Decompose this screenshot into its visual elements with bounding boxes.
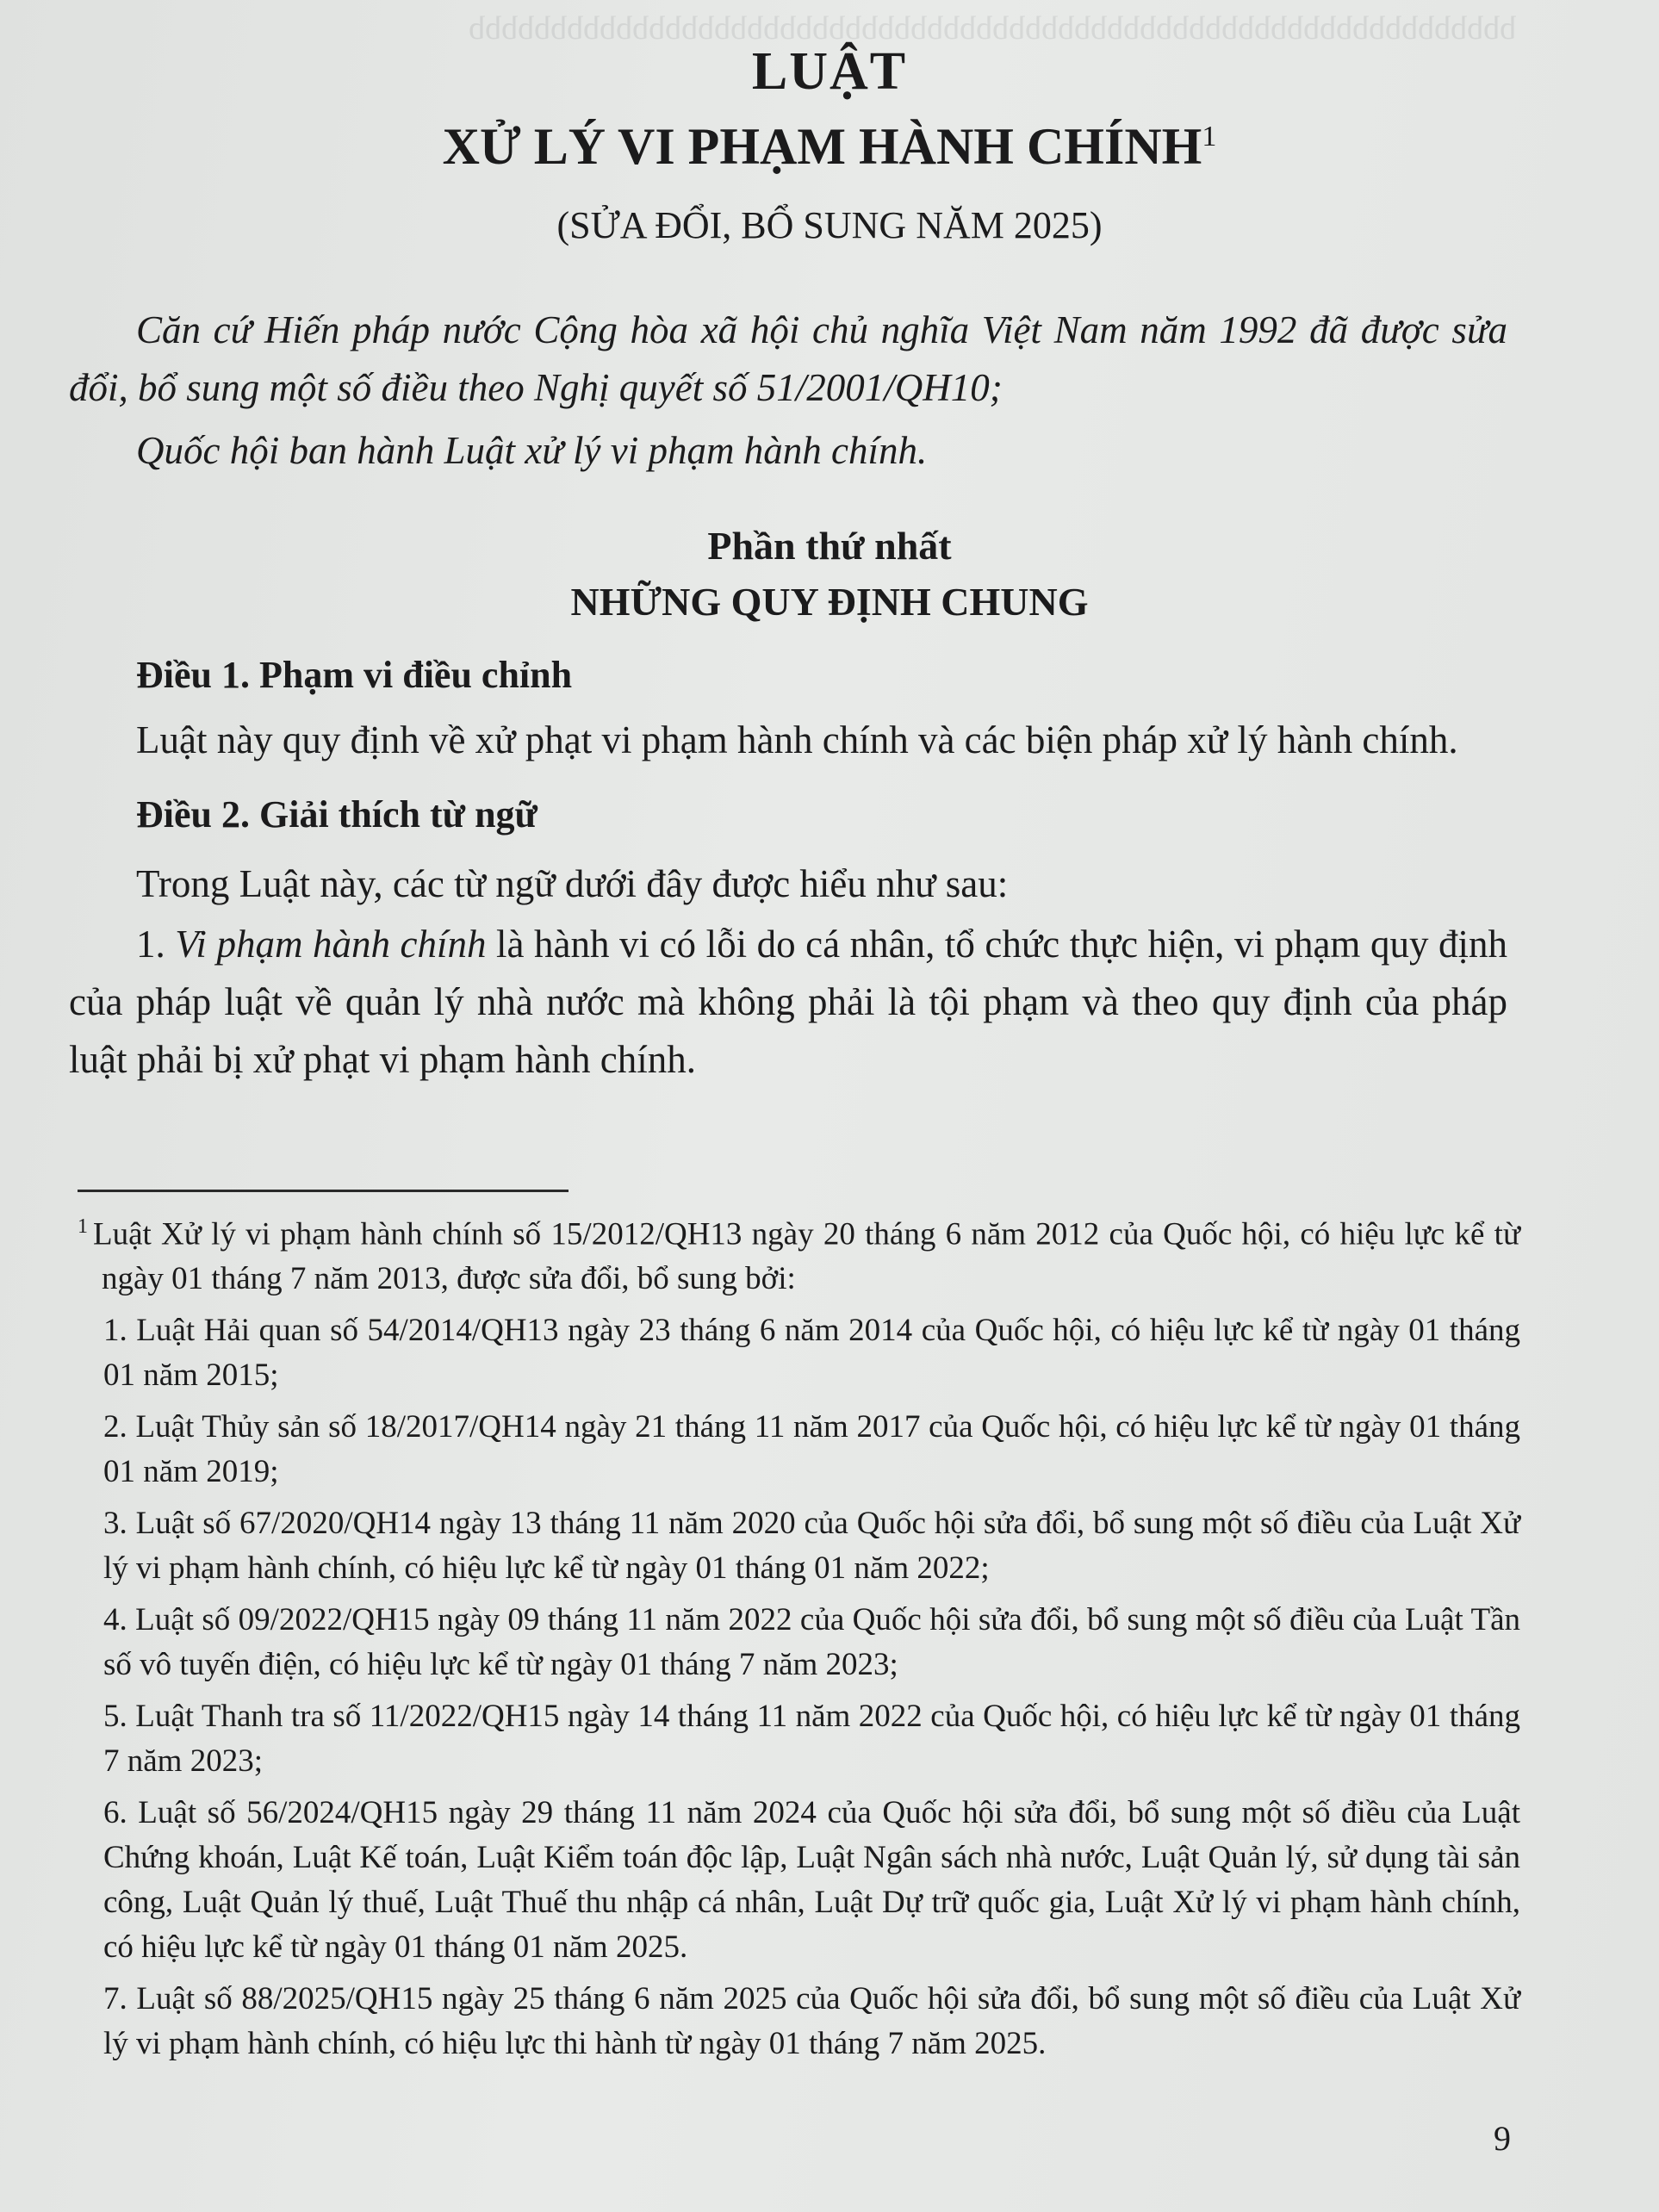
footnote-intro (78, 1204, 1520, 1302)
footnote-item: 4. Luật số 09/2022/QH15 ngày 09 tháng 11 năm 2022 của Quốc hội sửa đổi, bổ sung một số điều của Luật Tần số vô tuyến điện, có hiệu lực kể từ ngày 01 tháng 7 năm 2023; (103, 1602, 1520, 1683)
document-title-name (0, 117, 1659, 177)
footnote-item: 6. Luật số 56/2024/QH15 ngày 29 tháng 11 năm 2024 của Quốc hội sửa đổi, bổ sung một số điều của Luật Chứng khoán, Luật Kế toán, Luật Kiểm toán độc lập, Luật Ngân sách nhà nước, Luật Quản lý, sử dụng tài sản công, Luật Quản lý thuế, Luật Thuế thu nhập cá nhân, Luật Dự trữ quốc gia, Luật Xử lý vi phạm hành chính, có hiệu lực kể từ ngày 01 tháng 01 năm 2025. (103, 1795, 1520, 1966)
footnote-item: 3. Luật số 67/2020/QH14 ngày 13 tháng 11 năm 2020 của Quốc hội sửa đổi, bổ sung một số điều của Luật Xử lý vi phạm hành chính, có hiệu lực kể từ ngày 01 tháng 01 năm 2022; (103, 1506, 1520, 1587)
article-1-body: Luật này quy định về xử phạt vi phạm hành chính và các biện pháp xử lý hành chính. (136, 718, 1458, 761)
footnote-reference: 1 (1202, 121, 1217, 152)
preamble-enactment: Quốc hội ban hành Luật xử lý vi phạm hành chính. (136, 429, 928, 472)
footnote-item: 5. Luật Thanh tra số 11/2022/QH15 ngày 14 tháng 11 năm 2022 của Quốc hội, có hiệu lực kể từ ngày 01 tháng 7 năm 2023; (103, 1699, 1520, 1780)
document-title-name-text: XỬ LÝ VI PHẠM HÀNH CHÍNH (442, 118, 1202, 175)
footnote-item: 1. Luật Hải quan số 54/2014/QH13 ngày 23 tháng 6 năm 2014 của Quốc hội, có hiệu lực kể từ ngày 01 tháng 01 năm 2015; (103, 1313, 1520, 1394)
footnotes (78, 1204, 1520, 2073)
document-subtitle: (SỬA ĐỔI, BỔ SUNG NĂM 2025) (556, 204, 1103, 246)
footnote-marker: 1 (78, 1215, 88, 1238)
footnote-item: 7. Luật số 88/2025/QH15 ngày 25 tháng 6 năm 2025 của Quốc hội sửa đổi, bổ sung một số điều của Luật Xử lý vi phạm hành chính, có hiệu lực thi hành từ ngày 01 tháng 7 năm 2025. (103, 1981, 1520, 2062)
footnote-intro-text: Luật Xử lý vi phạm hành chính số 15/2012/QH13 ngày 20 tháng 6 năm 2012 của Quốc hội, có hiệu lực kể từ ngày 01 tháng 7 năm 2013, được sửa đổi, bổ sung bởi: (93, 1216, 1520, 1297)
article-2-item-1-definition: là hành vi có lỗi do cá nhân, tổ chức thực hiện, vi phạm quy định của pháp luật về quản lý nhà nước mà không phải là tội phạm và theo quy định của pháp luật phải bị xử phạt vi phạm hành chính. (69, 923, 1507, 1081)
article-2-item-1-term: Vi phạm hành chính (175, 923, 487, 966)
part-title: NHỮNG QUY ĐỊNH CHUNG (570, 580, 1089, 624)
article-2-intro: Trong Luật này, các từ ngữ dưới đây được hiểu như sau: (136, 862, 1009, 905)
preamble-basis: Căn cứ Hiến pháp nước Cộng hòa xã hội chủ nghĩa Việt Nam năm 1992 đã được sửa đổi, bổ sung một số điều theo Nghị quyết số 51/2001/QH10; (69, 308, 1507, 409)
footnote-item: 2. Luật Thủy sản số 18/2017/QH14 ngày 21 tháng 11 năm 2017 của Quốc hội, có hiệu lực kể từ ngày 01 tháng 01 năm 2019; (103, 1409, 1520, 1490)
article-2-item-1-number: 1. (136, 923, 165, 966)
document-title-law: LUẬT (751, 42, 908, 101)
show-through-texture: bbbbbbbbbbbbbbbbbbbbbbbbbbbbbbbbbbbbbbbbbbbbbbbbbbbbbbbbbbbbbbbb (469, 10, 1516, 47)
article-2-heading: Điều 2. Giải thích từ ngữ (136, 793, 537, 836)
page-number: 9 (1494, 2119, 1511, 2158)
article-2-item-1 (69, 916, 1507, 1089)
article-1-heading: Điều 1. Phạm vi điều chỉnh (136, 654, 573, 696)
part-label: Phần thứ nhất (707, 524, 952, 568)
footnote-divider (78, 1190, 569, 1192)
